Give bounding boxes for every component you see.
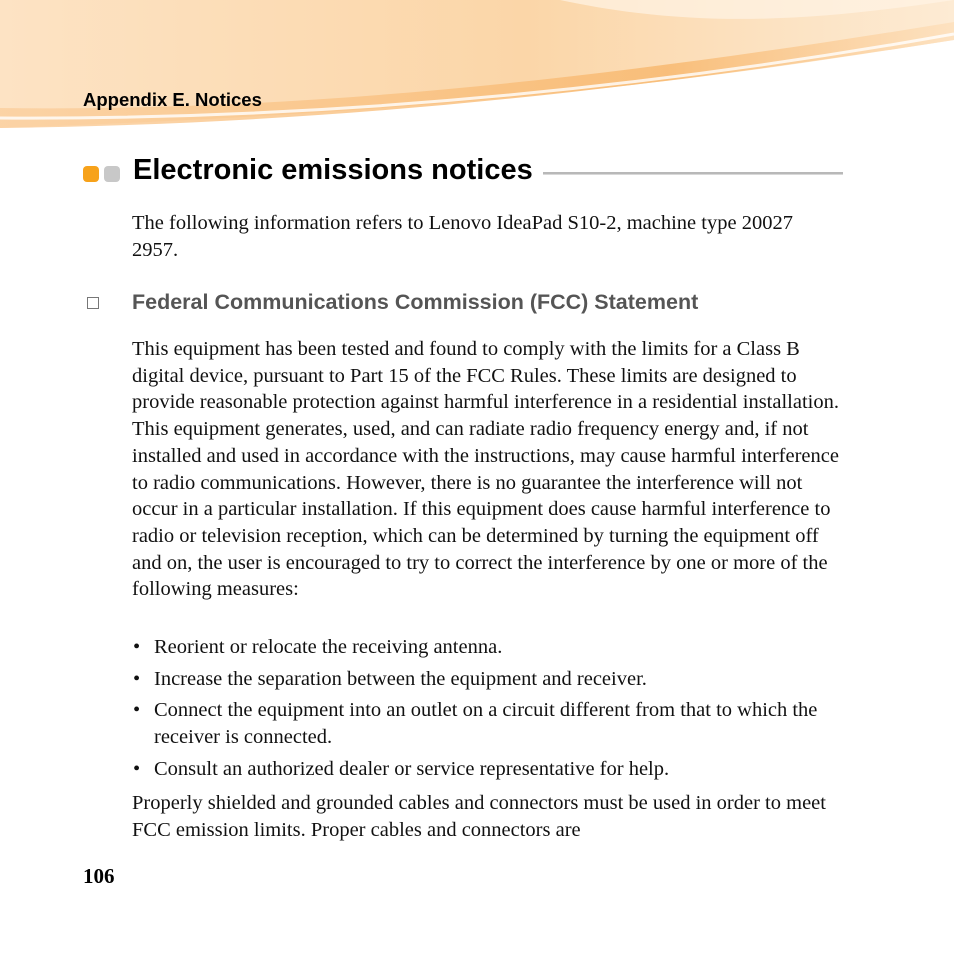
list-item-text: Connect the equipment into an outlet on a circuit different from that to which the receiver is connected. <box>154 699 818 749</box>
list-item <box>132 634 842 661</box>
grey-dot-icon <box>104 166 120 182</box>
bullet-icon: • <box>133 699 141 722</box>
page-number: 106 <box>83 864 115 888</box>
intro-paragraph: The following information refers to Lenovo IdeaPad S10-2, machine type 20027 2957. <box>132 212 793 261</box>
list-item <box>132 697 842 750</box>
square-bullet-icon <box>87 297 99 309</box>
bullet-icon: • <box>133 636 141 658</box>
list-item-text: Increase the separation between the equipment and receiver. <box>154 667 647 690</box>
bullet-icon: • <box>133 667 141 690</box>
bullet-icon: • <box>133 757 141 780</box>
subsection-heading <box>83 290 843 320</box>
cables-paragraph: Properly shielded and grounded cables and connectors must be used in order to meet FCC emission limits. Proper cables and connectors are <box>132 792 826 841</box>
fcc-paragraph: This equipment has been tested and found to comply with the limits for a Class B digital device, pursuant to Part 15 of the FCC Rules. These limits are designed to provide reasonable protection against harmful interference in a residential installation. This equipment generates, used, and can radiate radio frequency energy and, if not installed and used in accordance with the instructions, may cause harmful interference to radio communications. However, there is no guarantee the interference will not occur in a particular installation. If this equipment does cause harmful interference to radio or television reception, which can be determined by turning the equipment off and on, the user is encouraged to try to correct the interference by one or more of the following measures: <box>132 338 839 601</box>
list-item <box>132 756 842 783</box>
orange-dot-icon <box>83 166 99 182</box>
section-heading <box>83 152 845 192</box>
list-item-text: Consult an authorized dealer or service representative for help. <box>154 757 670 780</box>
measures-list <box>132 634 842 788</box>
list-item <box>132 666 842 693</box>
heading-dots-icon <box>83 166 125 182</box>
title-rule <box>543 172 843 175</box>
list-item-text: Reorient or relocate the receiving antenna. <box>154 636 503 658</box>
subsection-title: Federal Communications Commission (FCC) Statement <box>132 290 699 314</box>
section-title: Electronic emissions notices <box>133 154 533 186</box>
running-head: Appendix E. Notices <box>83 89 262 110</box>
